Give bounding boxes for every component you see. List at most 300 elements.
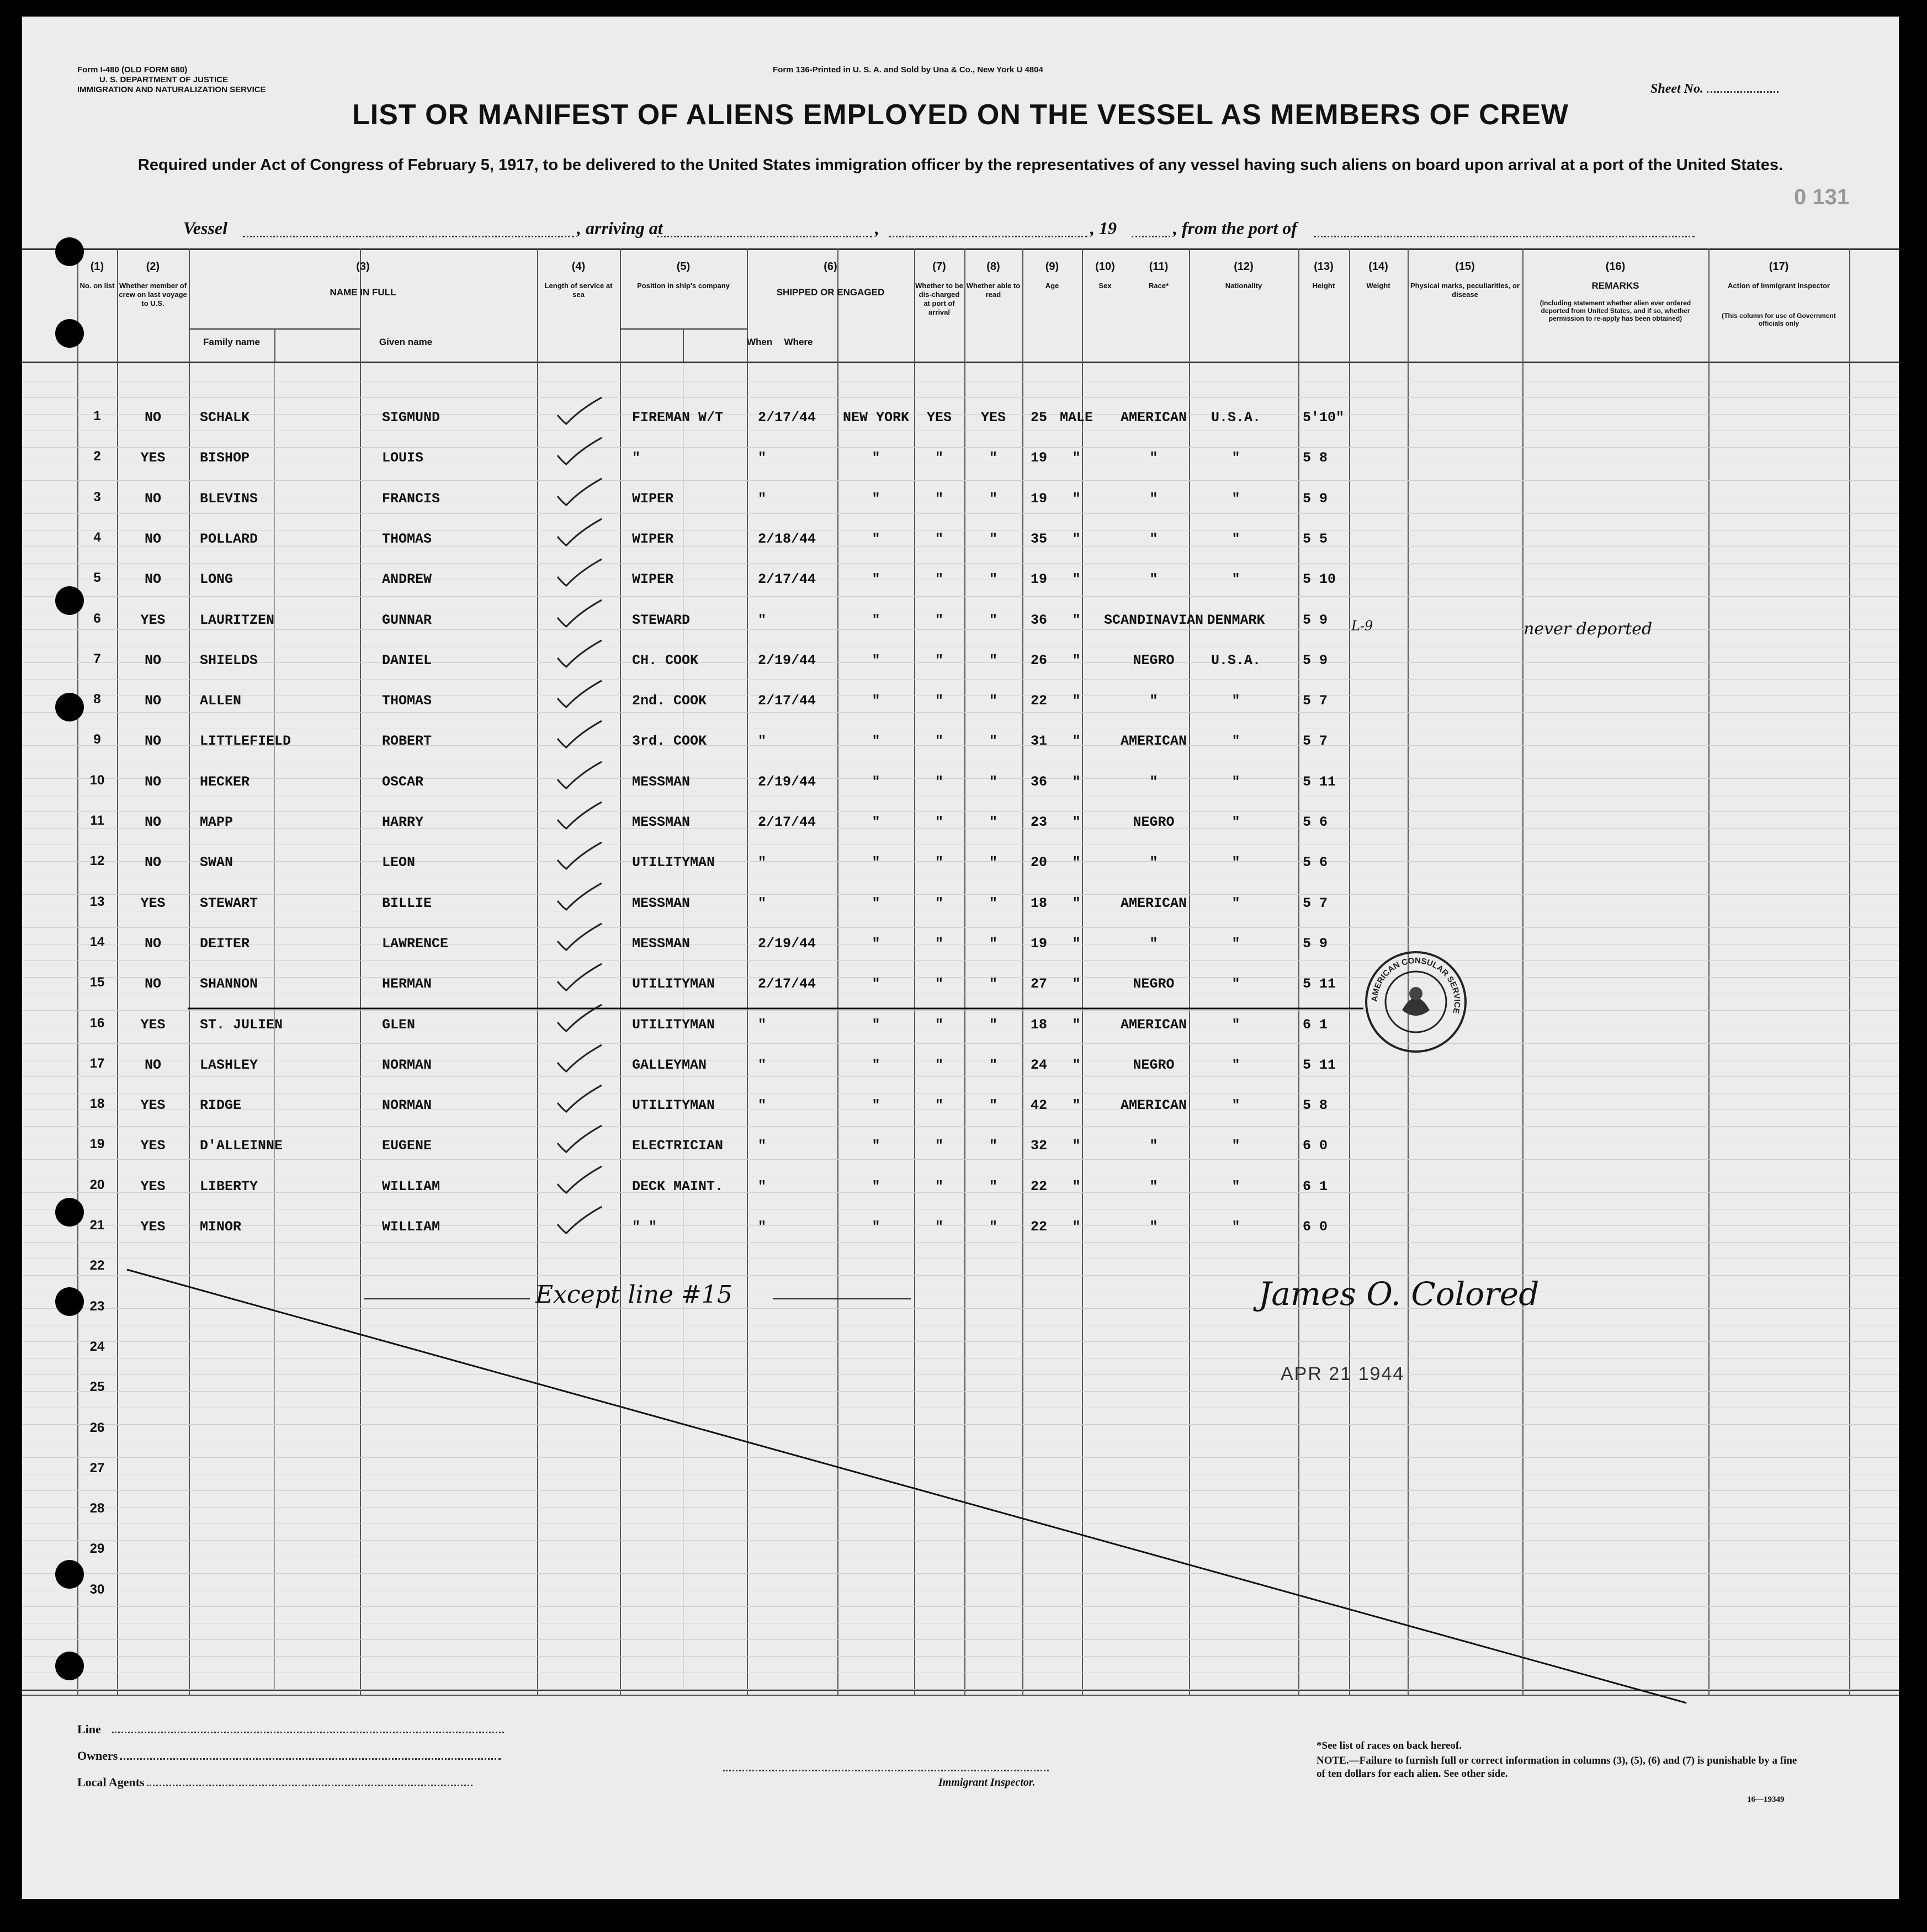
- cell-when: 2/17/44: [758, 976, 816, 992]
- cell-discharged: ": [935, 935, 943, 952]
- cell-when: ": [758, 612, 767, 628]
- column-header: Whether to be dis-charged at port of arrival: [915, 282, 963, 316]
- cell-nationality: DENMARK: [1207, 612, 1265, 628]
- cell-race: AMERICAN: [1120, 895, 1187, 911]
- cell-sex: ": [1072, 733, 1081, 750]
- cell-sex: ": [1072, 1138, 1081, 1154]
- cell-race: ": [1149, 530, 1158, 547]
- cell-height-in: 1: [1319, 1178, 1328, 1195]
- cell-discharged: ": [935, 1016, 943, 1033]
- cell-family: LITTLEFIELD: [200, 733, 291, 750]
- cell-given: WILLIAM: [382, 1219, 440, 1235]
- cell-prev: NO: [144, 976, 161, 992]
- signature: James O. Colored: [1259, 1275, 1540, 1313]
- cell-nationality: ": [1231, 976, 1240, 992]
- cell-read: ": [989, 612, 997, 628]
- column-header: Age: [1045, 282, 1059, 290]
- cell-discharged: ": [935, 450, 943, 466]
- cell-family: RIDGE: [200, 1097, 242, 1114]
- cell-when: ": [758, 450, 767, 466]
- cell-read: ": [989, 935, 997, 952]
- cell-sex: ": [1072, 814, 1081, 830]
- cell-read: ": [989, 450, 997, 466]
- cell-given: EUGENE: [382, 1138, 432, 1154]
- cell-read: ": [989, 1097, 997, 1114]
- cell-family: STEWART: [200, 895, 258, 911]
- cell-given: HARRY: [382, 814, 424, 830]
- cell-when: ": [758, 895, 767, 911]
- cell-prev: NO: [144, 530, 161, 547]
- cell-race: ": [1149, 1219, 1158, 1235]
- cell-height-ft: 5: [1303, 895, 1312, 911]
- cell-race: AMERICAN: [1120, 1097, 1187, 1114]
- cell-when: ": [758, 1016, 767, 1033]
- cell-given: GLEN: [382, 1016, 416, 1033]
- cell-position: 2nd. COOK: [632, 693, 707, 709]
- cell-sex: ": [1072, 1057, 1081, 1073]
- row-number: 24: [89, 1339, 105, 1354]
- remark-never-deported: never deported: [1523, 619, 1653, 639]
- cell-nationality: ": [1231, 1138, 1240, 1154]
- cell-where: ": [872, 693, 880, 709]
- vessel-line: Vessel , arriving at , , 19 , from the port of: [22, 218, 1899, 246]
- cell-family: MAPP: [200, 814, 233, 830]
- row-number: 18: [89, 1096, 105, 1112]
- cell-race: ": [1149, 1178, 1158, 1195]
- cell-race: AMERICAN: [1120, 410, 1187, 426]
- cell-given: LAWRENCE: [382, 935, 449, 952]
- cell-when: 2/17/44: [758, 693, 816, 709]
- cell-position: UTILITYMAN: [632, 854, 715, 871]
- row-number: 17: [89, 1055, 105, 1071]
- cell-position: MESSMAN: [632, 773, 691, 790]
- cell-given: THOMAS: [382, 693, 432, 709]
- cell-prev: YES: [140, 895, 166, 911]
- cell-read: ": [989, 571, 997, 588]
- cell-given: FRANCIS: [382, 490, 440, 507]
- cell-given: ANDREW: [382, 571, 432, 588]
- cell-age: 32: [1030, 1138, 1047, 1154]
- cell-discharged: ": [935, 1138, 943, 1154]
- cell-nationality: ": [1231, 773, 1240, 790]
- cell-nationality: ": [1231, 571, 1240, 588]
- row-number: 21: [89, 1218, 105, 1233]
- cell-where: ": [872, 490, 880, 507]
- column-number: (13): [1314, 261, 1334, 273]
- cell-where: ": [872, 1016, 880, 1033]
- cell-height-in: 6: [1319, 814, 1328, 830]
- cell-race: ": [1149, 450, 1158, 466]
- cell-age: 19: [1030, 450, 1047, 466]
- cell-where: ": [872, 652, 880, 668]
- cell-discharged: ": [935, 571, 943, 588]
- cell-family: LONG: [200, 571, 233, 588]
- cell-age: 36: [1030, 612, 1047, 628]
- cell-age: 18: [1030, 1016, 1047, 1033]
- row-number: 25: [89, 1379, 105, 1395]
- column-subheader: Given name: [379, 337, 433, 347]
- row-number: 23: [89, 1298, 105, 1314]
- cell-prev: NO: [144, 490, 161, 507]
- agents-label: Local Agents: [77, 1775, 145, 1789]
- cell-discharged: ": [935, 1178, 943, 1195]
- cell-position: CH. COOK: [632, 652, 699, 668]
- column-header: Position in ship's company: [637, 282, 730, 290]
- cell-height-in: 0: [1319, 1138, 1328, 1154]
- cell-nationality: U.S.A.: [1211, 652, 1261, 668]
- cell-race: SCANDINAVIAN: [1104, 612, 1204, 628]
- cell-height-in: 7: [1319, 693, 1328, 709]
- cell-age: 18: [1030, 895, 1047, 911]
- cell-position: WIPER: [632, 571, 674, 588]
- binder-hole: [55, 693, 84, 721]
- manifest-sheet: [22, 17, 1899, 1899]
- cell-height-in: 11: [1319, 1057, 1336, 1073]
- cell-race: NEGRO: [1133, 976, 1175, 992]
- cell-where: ": [872, 976, 880, 992]
- cell-family: BISHOP: [200, 450, 250, 466]
- cell-height-in: 1: [1319, 1016, 1328, 1033]
- column-header: Race*: [1148, 282, 1169, 290]
- cell-prev: NO: [144, 854, 161, 871]
- cell-height-in: 9: [1319, 612, 1328, 628]
- cell-where: ": [872, 814, 880, 830]
- cell-where: ": [872, 612, 880, 628]
- cell-read: ": [989, 1219, 997, 1235]
- binder-hole: [55, 1560, 84, 1589]
- cell-age: 36: [1030, 773, 1047, 790]
- owners-label: Owners: [77, 1749, 118, 1763]
- column-number: (16): [1605, 261, 1626, 273]
- row-number: 11: [90, 813, 104, 828]
- binder-hole: [55, 319, 84, 348]
- cell-where: ": [872, 1138, 880, 1154]
- cell-sex: ": [1072, 530, 1081, 547]
- cell-family: SCHALK: [200, 410, 250, 426]
- cell-height-in: 7: [1319, 895, 1328, 911]
- row-number: 16: [89, 1015, 105, 1031]
- row-number: 29: [89, 1541, 105, 1557]
- from-port-label: , from the port of: [1173, 218, 1297, 238]
- cell-given: BILLIE: [382, 895, 432, 911]
- cell-sex: ": [1072, 571, 1081, 588]
- cell-read: ": [989, 1016, 997, 1033]
- cell-read: ": [989, 814, 997, 830]
- cell-discharged: ": [935, 490, 943, 507]
- cell-age: 27: [1030, 976, 1047, 992]
- cell-position: MESSMAN: [632, 935, 691, 952]
- column-number: (8): [986, 261, 1000, 273]
- cell-prev: NO: [144, 410, 161, 426]
- cell-family: POLLARD: [200, 530, 258, 547]
- cell-where: ": [872, 450, 880, 466]
- cell-height-ft: 5: [1303, 976, 1312, 992]
- cell-prev: YES: [140, 1016, 166, 1033]
- cell-discharged: ": [935, 814, 943, 830]
- cell-read: ": [989, 1178, 997, 1195]
- cell-height-in: 6: [1319, 854, 1328, 871]
- column-subheader: Family name: [203, 337, 260, 347]
- dept-name: U. S. DEPARTMENT OF JUSTICE: [99, 75, 229, 84]
- row-number: 1: [93, 408, 101, 423]
- cell-position: STEWARD: [632, 612, 691, 628]
- cell-prev: YES: [140, 1219, 166, 1235]
- cell-race: ": [1149, 1138, 1158, 1154]
- cell-discharged: ": [935, 773, 943, 790]
- cell-height-ft: 5': [1303, 410, 1320, 426]
- cell-prev: NO: [144, 935, 161, 952]
- cell-prev: NO: [144, 693, 161, 709]
- races-note: *See list of races on back hereof.: [1316, 1740, 1462, 1751]
- cell-sex: ": [1072, 1016, 1081, 1033]
- row-number: 14: [89, 934, 105, 949]
- cell-read: YES: [980, 410, 1006, 426]
- cell-when: ": [758, 1138, 767, 1154]
- cell-position: " ": [632, 1219, 657, 1235]
- cell-age: 22: [1030, 693, 1047, 709]
- cell-where: ": [872, 854, 880, 871]
- row-number: 2: [93, 449, 101, 464]
- cell-age: 26: [1030, 652, 1047, 668]
- cell-sex: ": [1072, 895, 1081, 911]
- cell-prev: YES: [140, 450, 166, 466]
- column-header: SHIPPED OR ENGAGED: [776, 287, 885, 298]
- cell-prev: YES: [140, 612, 166, 628]
- cell-race: NEGRO: [1133, 652, 1175, 668]
- cancel-strike: [22, 17, 1899, 1899]
- sheet-label: Sheet No.: [1650, 82, 1703, 96]
- cell-given: LOUIS: [382, 450, 424, 466]
- cell-when: ": [758, 1219, 767, 1235]
- row-number: 30: [89, 1581, 105, 1597]
- cell-family: DEITER: [200, 935, 250, 952]
- column-header: Physical marks, peculiarities, or disease: [1410, 282, 1520, 299]
- cell-read: ": [989, 854, 997, 871]
- cell-read: ": [989, 490, 997, 507]
- cell-nationality: ": [1231, 895, 1240, 911]
- cell-family: SWAN: [200, 854, 233, 871]
- cell-prev: YES: [140, 1097, 166, 1114]
- column-header: Whether able to read: [966, 282, 1021, 299]
- cell-age: 22: [1030, 1178, 1047, 1195]
- cell-height-ft: 5: [1303, 652, 1312, 668]
- cell-race: ": [1149, 571, 1158, 588]
- cell-height-ft: 5: [1303, 1057, 1312, 1073]
- cell-given: THOMAS: [382, 530, 432, 547]
- cell-given: GUNNAR: [382, 612, 432, 628]
- cell-height-in: 11: [1319, 976, 1336, 992]
- column-subtext: (Including statement whether alien ever ordered deported from United States, and if so, whether permission to re-apply has been obtained): [1540, 299, 1691, 322]
- cell-height-ft: 5: [1303, 693, 1312, 709]
- cell-nationality: ": [1231, 530, 1240, 547]
- cell-sex: ": [1072, 450, 1081, 466]
- cell-age: 19: [1030, 935, 1047, 952]
- fine-note: NOTE.—Failure to furnish full or correct information in columns (3), (5), (6) and (7) is punishable by a fine of ten dollars for each alien. See other side.: [1316, 1755, 1797, 1780]
- cell-position: WIPER: [632, 490, 674, 507]
- column-number: (15): [1455, 261, 1475, 273]
- cell-nationality: ": [1231, 693, 1240, 709]
- cell-given: NORMAN: [382, 1057, 432, 1073]
- cell-sex: ": [1072, 490, 1081, 507]
- cell-height-ft: 6: [1303, 1138, 1312, 1154]
- cell-nationality: ": [1231, 1016, 1240, 1033]
- cell-when: 2/18/44: [758, 530, 816, 547]
- row-number: 3: [93, 489, 101, 505]
- form-id: Form I-480 (OLD FORM 680): [77, 65, 188, 75]
- cell-given: LEON: [382, 854, 416, 871]
- cell-read: ": [989, 530, 997, 547]
- row-number: 8: [93, 692, 101, 707]
- cell-read: ": [989, 693, 997, 709]
- cell-prev: NO: [144, 733, 161, 750]
- column-number: (3): [356, 261, 370, 273]
- cell-position: ": [632, 450, 641, 466]
- cell-height-in: 8: [1319, 450, 1328, 466]
- cell-nationality: ": [1231, 1219, 1240, 1235]
- cell-height-in: 9: [1319, 935, 1328, 952]
- cell-race: AMERICAN: [1120, 1016, 1187, 1033]
- column-number: (1): [90, 261, 104, 273]
- cell-sex: ": [1072, 612, 1081, 628]
- cell-nationality: ": [1231, 935, 1240, 952]
- cell-age: 22: [1030, 1219, 1047, 1235]
- cell-height-ft: 6: [1303, 1219, 1312, 1235]
- cell-prev: NO: [144, 652, 161, 668]
- column-number: (14): [1368, 261, 1388, 273]
- cell-age: 25: [1030, 410, 1047, 426]
- cell-given: NORMAN: [382, 1097, 432, 1114]
- seal-text: AMERICAN CONSULAR SERVICE: [1369, 956, 1462, 1015]
- row-number: 19: [89, 1137, 105, 1152]
- cell-height-in: 7: [1319, 733, 1328, 750]
- cell-family: SHIELDS: [200, 652, 258, 668]
- cell-given: HERMAN: [382, 976, 432, 992]
- cell-height-ft: 5: [1303, 571, 1312, 588]
- weight-note: L-9: [1351, 618, 1373, 634]
- row-number: 26: [89, 1420, 105, 1435]
- cell-read: ": [989, 733, 997, 750]
- cell-prev: YES: [140, 1138, 166, 1154]
- row-number: 13: [89, 894, 105, 909]
- column-number: (7): [932, 261, 946, 273]
- cell-when: ": [758, 490, 767, 507]
- column-header: Weight: [1366, 282, 1390, 290]
- cell-age: 20: [1030, 854, 1047, 871]
- row-number: 28: [89, 1501, 105, 1516]
- cell-discharged: ": [935, 612, 943, 628]
- cell-sex: ": [1072, 652, 1081, 668]
- cell-discharged: ": [935, 1057, 943, 1073]
- binder-hole: [55, 1198, 84, 1227]
- cell-where: ": [872, 1097, 880, 1114]
- cell-height-ft: 5: [1303, 530, 1312, 547]
- cell-age: 23: [1030, 814, 1047, 830]
- cell-race: NEGRO: [1133, 1057, 1175, 1073]
- cell-sex: ": [1072, 693, 1081, 709]
- page-subtitle: Required under Act of Congress of February 5, 1917, to be delivered to the United States immigration officer by the representatives of any vessel having such aliens on board upon arrival at a port of the United States.: [137, 156, 1783, 174]
- row-number: 15: [89, 975, 105, 990]
- cell-age: 42: [1030, 1097, 1047, 1114]
- cell-given: SIGMUND: [382, 410, 440, 426]
- cell-nationality: ": [1231, 450, 1240, 466]
- column-header: Whether member of crew on last voyage to U.S.: [119, 282, 187, 307]
- row-number: 7: [93, 651, 101, 666]
- cell-given: ROBERT: [382, 733, 432, 750]
- cell-family: ALLEN: [200, 693, 242, 709]
- cell-family: LIBERTY: [200, 1178, 258, 1195]
- cell-age: 35: [1030, 530, 1047, 547]
- binder-hole: [55, 237, 84, 266]
- cell-when: ": [758, 1097, 767, 1114]
- cell-family: BLEVINS: [200, 490, 258, 507]
- form-code: 16—19349: [1747, 1795, 1785, 1804]
- cell-sex: MALE: [1059, 410, 1093, 426]
- cell-height-ft: 5: [1303, 814, 1312, 830]
- cell-race: ": [1149, 773, 1158, 790]
- cell-age: 19: [1030, 490, 1047, 507]
- cell-race: ": [1149, 854, 1158, 871]
- cell-given: DANIEL: [382, 652, 432, 668]
- cell-when: ": [758, 1057, 767, 1073]
- cell-nationality: ": [1231, 814, 1240, 830]
- row-number: 20: [89, 1177, 105, 1192]
- cell-position: DECK MAINT.: [632, 1178, 724, 1195]
- column-number: (11): [1149, 261, 1169, 273]
- cell-height-ft: 5: [1303, 935, 1312, 952]
- cell-nationality: ": [1231, 733, 1240, 750]
- cell-given: WILLIAM: [382, 1178, 440, 1195]
- cell-discharged: ": [935, 1219, 943, 1235]
- cell-position: GALLEYMAN: [632, 1057, 707, 1073]
- cell-position: MESSMAN: [632, 814, 691, 830]
- cell-height-ft: 6: [1303, 1016, 1312, 1033]
- cell-when: ": [758, 1178, 767, 1195]
- footer-left: [77, 1722, 504, 1802]
- cell-read: ": [989, 652, 997, 668]
- cell-race: NEGRO: [1133, 814, 1175, 830]
- cell-discharged: ": [935, 854, 943, 871]
- cell-family: D'ALLEINNE: [200, 1138, 283, 1154]
- cell-position: 3rd. COOK: [632, 733, 707, 750]
- row-number: 10: [89, 772, 105, 788]
- cell-family: LASHLEY: [200, 1057, 258, 1073]
- cell-nationality: ": [1231, 854, 1240, 871]
- column-header: Sex: [1098, 282, 1112, 290]
- cell-height-ft: 5: [1303, 612, 1312, 628]
- cell-discharged: ": [935, 693, 943, 709]
- cell-position: UTILITYMAN: [632, 976, 715, 992]
- cell-height-in: 0: [1319, 1219, 1328, 1235]
- cell-position: MESSMAN: [632, 895, 691, 911]
- cell-sex: ": [1072, 1219, 1081, 1235]
- cell-read: ": [989, 895, 997, 911]
- cell-given: OSCAR: [382, 773, 424, 790]
- cell-prev: NO: [144, 1057, 161, 1073]
- cell-height-ft: 5: [1303, 733, 1312, 750]
- cell-discharged: ": [935, 652, 943, 668]
- cell-nationality: ": [1231, 1097, 1240, 1114]
- row-number: 4: [93, 529, 101, 545]
- binder-hole: [55, 586, 84, 615]
- page-title: LIST OR MANIFEST OF ALIENS EMPLOYED ON THE VESSEL AS MEMBERS OF CREW: [352, 99, 1569, 131]
- cell-where: ": [872, 1057, 880, 1073]
- cell-age: 19: [1030, 571, 1047, 588]
- cell-read: ": [989, 1057, 997, 1073]
- row-number: 27: [89, 1460, 105, 1475]
- cell-nationality: ": [1231, 1178, 1240, 1195]
- cell-discharged: YES: [926, 410, 952, 426]
- cell-height-in: 10: [1319, 571, 1336, 588]
